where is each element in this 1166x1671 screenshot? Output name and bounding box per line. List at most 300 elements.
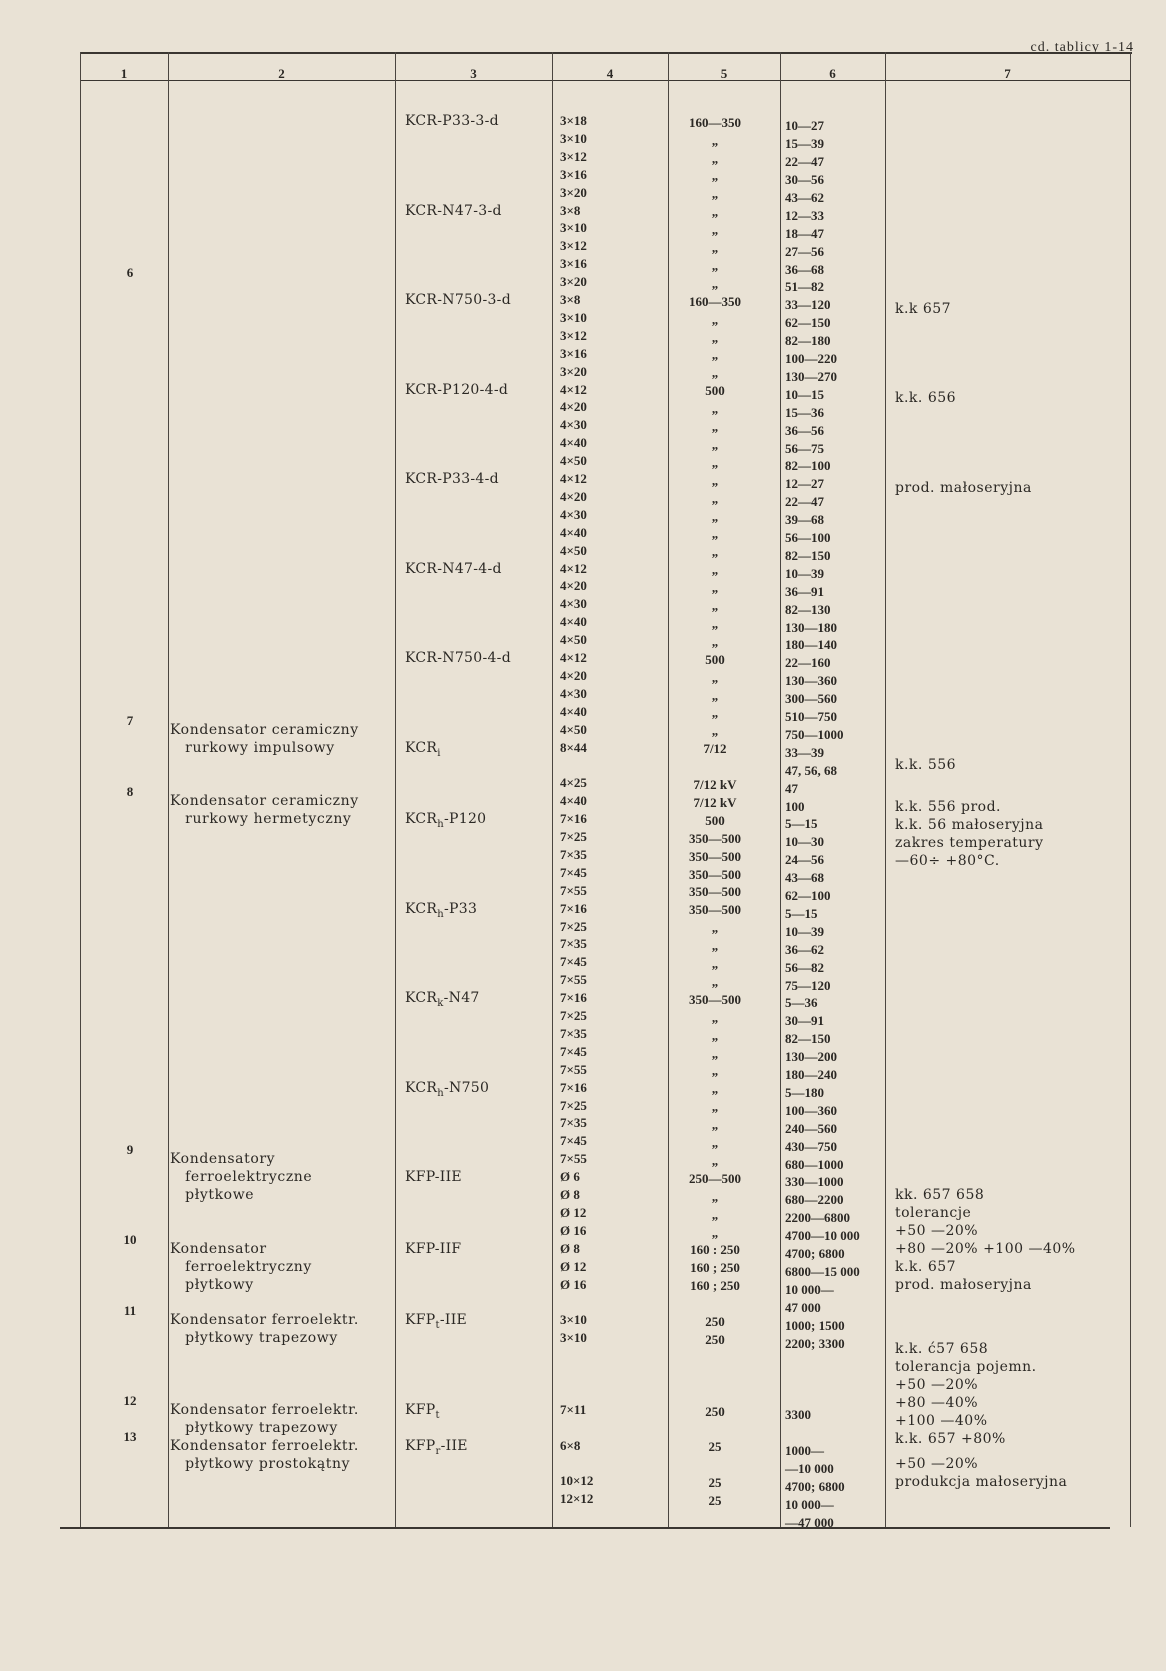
voltage-cell: „ — [711, 615, 719, 631]
capacitance-cell: 22—47 — [785, 494, 824, 510]
type-base: KCR-N750-3-d — [405, 292, 511, 308]
dimension-cell: 3×8 — [560, 202, 581, 218]
type-base: KFP — [405, 1401, 436, 1418]
row-number: 9 — [126, 1142, 134, 1158]
voltage-cell: „ — [711, 687, 719, 703]
dimension-cell: 10×12 — [560, 1473, 594, 1489]
dimension-cell: 4×25 — [560, 775, 587, 791]
capacitance-cell: —10 000 — [785, 1460, 834, 1476]
remarks-cell: +50 —20% produkcja małoseryjna — [895, 1455, 1068, 1490]
component-name: Kondensator ferroelektr. płytkowy trapezowy — [170, 1401, 359, 1436]
column-border — [395, 52, 396, 1527]
type-suffix: -IIE — [439, 1312, 468, 1329]
type-base: KFP-IIE — [405, 1169, 462, 1186]
row-number: 10 — [123, 1231, 137, 1247]
voltage-cell: „ — [711, 1099, 719, 1115]
voltage-cell: 500 — [705, 812, 725, 828]
dimension-cell: 7×16 — [560, 900, 587, 916]
capacitance-cell: 47 — [785, 780, 798, 796]
capacitance-cell: 330—1000 — [785, 1174, 844, 1190]
voltage-cell: „ — [711, 454, 719, 470]
type-base: KCR-N750-4-d — [405, 650, 511, 666]
dimension-cell: 12×12 — [560, 1491, 594, 1507]
type-designation — [405, 202, 502, 220]
capacitance-cell: 130—200 — [785, 1049, 837, 1065]
voltage-cell: 7/12 kV — [693, 777, 737, 793]
voltage-cell: „ — [711, 1027, 719, 1043]
header-col-1: 1 — [120, 66, 128, 81]
type-base: KCR-P33-4-d — [405, 471, 499, 487]
dimension-cell: Ø 8 — [560, 1240, 580, 1256]
type-designation — [405, 1437, 468, 1461]
capacitance-cell: 5—36 — [785, 995, 818, 1011]
type-designation — [405, 1240, 461, 1258]
capacitance-cell: 12—33 — [785, 207, 824, 223]
type-designation — [405, 810, 486, 834]
dimension-cell: 4×20 — [560, 667, 587, 683]
voltage-cell: „ — [711, 240, 719, 256]
type-designation — [405, 1168, 462, 1186]
voltage-cell: „ — [711, 436, 719, 452]
capacitance-cell: 56—100 — [785, 530, 831, 546]
capacitance-cell: —47 000 — [785, 1514, 834, 1530]
type-subscript: r — [435, 1445, 441, 1457]
voltage-cell: „ — [711, 490, 719, 506]
voltage-cell: 250 — [705, 1403, 725, 1419]
voltage-cell: „ — [711, 132, 719, 148]
capacitance-cell: 36—56 — [785, 422, 824, 438]
column-border — [885, 52, 886, 1527]
voltage-cell: „ — [711, 598, 719, 614]
voltage-cell: 350—500 — [689, 902, 741, 918]
voltage-cell: „ — [711, 526, 719, 542]
table-top-border — [80, 52, 1132, 54]
type-base: KCR-N47-3-d — [405, 202, 502, 219]
voltage-cell: „ — [711, 723, 719, 739]
dimension-cell: 4×30 — [560, 506, 587, 522]
capacitance-cell: 43—62 — [785, 189, 824, 205]
dimension-cell: 3×12 — [560, 327, 587, 343]
dimension-cell: 7×35 — [560, 1025, 587, 1041]
dimension-cell: 4×40 — [560, 524, 587, 540]
capacitance-cell: 36—68 — [785, 261, 824, 277]
capacitance-cell: 6800—15 000 — [785, 1263, 860, 1279]
dimension-cell: 7×45 — [560, 1043, 587, 1059]
dimension-cell: 4×50 — [560, 721, 587, 737]
remarks-cell: k.k 657 — [895, 300, 952, 317]
remarks-cell: k.k. 556 — [895, 757, 957, 774]
capacitance-cell: 62—150 — [785, 315, 831, 331]
type-base: KCR-N47-4-d — [405, 560, 502, 577]
capacitance-cell: 27—56 — [785, 243, 824, 259]
dimension-cell: 4×12 — [560, 650, 587, 665]
dimension-cell: 4×12 — [560, 560, 587, 576]
dimension-cell: 4×40 — [560, 793, 587, 809]
capacitance-cell: 56—75 — [785, 440, 824, 456]
dimension-cell: 7×55 — [560, 1061, 587, 1077]
capacitance-cell: 2200—6800 — [785, 1210, 850, 1226]
type-suffix: -IIE — [440, 1437, 468, 1454]
dimension-cell: 3×10 — [560, 309, 587, 325]
type-designation — [405, 560, 502, 578]
voltage-cell: 500 — [705, 651, 725, 667]
capacitance-cell: 51—82 — [785, 279, 824, 295]
voltage-cell: „ — [711, 257, 719, 273]
capacitance-cell: 39—68 — [785, 512, 824, 528]
type-suffix: -N750 — [444, 1079, 490, 1096]
capacitance-cell: 43—68 — [785, 870, 824, 886]
voltage-cell: „ — [711, 1224, 719, 1240]
dimension-cell: 7×16 — [560, 990, 587, 1006]
component-name: Kondensatory ferroelektryczne płytkowe — [170, 1151, 313, 1204]
voltage-cell: „ — [711, 472, 719, 488]
capacitance-cell: 47 000 — [785, 1299, 821, 1315]
voltage-cell: „ — [711, 973, 719, 989]
voltage-cell: „ — [711, 1081, 719, 1097]
voltage-cell: 350—500 — [689, 884, 741, 900]
component-name: Kondensator ceramiczny rurkowy impulsowy — [170, 721, 359, 756]
dimension-cell: 7×16 — [560, 811, 587, 827]
capacitance-cell: 36—62 — [785, 941, 824, 957]
capacitance-cell: 56—82 — [785, 959, 824, 975]
capacitance-cell: 10 000— — [785, 1281, 834, 1297]
voltage-cell: 250—500 — [689, 1170, 741, 1186]
voltage-cell: „ — [711, 669, 719, 685]
table-caption: cd. tablicy 1-14 — [1030, 40, 1134, 55]
type-suffix: -N47 — [443, 990, 480, 1007]
dimension-cell: Ø 8 — [560, 1187, 580, 1202]
voltage-cell: „ — [711, 920, 719, 936]
dimension-cell: 4×50 — [560, 542, 587, 558]
capacitance-cell: 130—360 — [785, 673, 837, 689]
capacitance-cell: 15—36 — [785, 404, 824, 420]
type-base: KCR — [405, 811, 438, 828]
dimension-cell: 7×25 — [560, 918, 587, 934]
dimension-cell: 3×10 — [560, 1330, 587, 1346]
type-suffix: -P33 — [444, 900, 478, 917]
voltage-cell: 7/12 kV — [693, 794, 737, 810]
capacitance-cell: 10—39 — [785, 923, 824, 939]
type-base: KCR — [405, 739, 438, 756]
type-designation — [405, 1079, 489, 1103]
dimension-cell: 8×44 — [560, 739, 587, 755]
dimension-cell: Ø 6 — [560, 1169, 580, 1185]
capacitance-cell: 3300 — [785, 1407, 811, 1423]
dimension-cell: 4×30 — [560, 417, 587, 433]
type-designation — [405, 900, 477, 924]
voltage-cell: „ — [711, 1206, 719, 1222]
header-col-3: 3 — [470, 66, 477, 81]
row-number: 11 — [123, 1303, 137, 1319]
capacitance-cell: 680—1000 — [785, 1156, 844, 1172]
dimension-cell: 3×20 — [560, 363, 587, 379]
row-number: 13 — [123, 1428, 137, 1444]
type-designation — [405, 291, 511, 309]
type-subscript: h — [437, 818, 444, 830]
type-subscript: k — [437, 997, 444, 1009]
capacitance-cell: 12—27 — [785, 476, 824, 492]
type-base: KCR-P120-4-d — [405, 381, 509, 398]
voltage-cell: „ — [711, 1063, 719, 1079]
capacitance-cell: 2200; 3300 — [785, 1335, 845, 1351]
dimension-cell: 7×35 — [560, 936, 587, 952]
voltage-cell: 25 — [708, 1439, 722, 1455]
capacitance-cell: 62—100 — [785, 888, 831, 904]
header-col-5: 5 — [720, 66, 728, 81]
dimension-cell: 7×45 — [560, 864, 587, 880]
column-border — [80, 52, 81, 1527]
capacitance-cell: 10—27 — [785, 118, 824, 134]
type-base: KCR — [405, 990, 438, 1007]
dimension-cell: 4×20 — [560, 488, 587, 504]
capacitance-cell: 33—120 — [785, 297, 831, 313]
dimension-cell: 3×16 — [560, 166, 587, 182]
voltage-cell: 7/12 — [703, 741, 727, 757]
capacitance-cell: 4700—10 000 — [785, 1228, 860, 1244]
type-base: KFP-IIF — [405, 1240, 462, 1257]
dimension-cell: Ø 16 — [560, 1222, 587, 1238]
row-number: 8 — [126, 784, 134, 800]
type-designation — [405, 1311, 467, 1335]
voltage-cell: „ — [711, 419, 719, 435]
voltage-cell: 350—500 — [689, 848, 741, 864]
voltage-cell: „ — [711, 401, 719, 417]
capacitance-cell: 47, 56, 68 — [785, 762, 837, 778]
capacitance-cell: 4700; 6800 — [785, 1246, 845, 1262]
voltage-cell: „ — [711, 580, 719, 596]
capacitance-cell: 82—130 — [785, 601, 831, 617]
dimension-cell: 4×30 — [560, 685, 587, 701]
dimension-cell: 3×16 — [560, 256, 587, 272]
capacitance-cell: 82—150 — [785, 547, 831, 563]
dimension-cell: 4×20 — [560, 399, 587, 415]
type-base: KCR — [405, 900, 438, 917]
capacitance-cell: 1000— — [785, 1442, 824, 1458]
type-subscript: h — [437, 908, 444, 920]
component-name: Kondensator ceramiczny rurkowy hermetyczny — [170, 793, 359, 828]
type-designation — [405, 1401, 440, 1425]
dimension-cell: 4×12 — [560, 381, 587, 397]
dimension-cell: 3×12 — [560, 238, 587, 254]
voltage-cell: „ — [711, 562, 719, 578]
column-border — [1130, 52, 1131, 1527]
capacitance-cell: 300—560 — [785, 691, 837, 707]
voltage-cell: „ — [711, 1045, 719, 1061]
capacitance-cell: 10 000— — [785, 1496, 834, 1512]
capacitance-cell: 750—1000 — [785, 726, 844, 742]
dimension-cell: 7×25 — [560, 829, 587, 844]
capacitance-cell: 30—91 — [785, 1013, 824, 1029]
dimension-cell: Ø 12 — [560, 1204, 587, 1220]
dimension-cell: 7×55 — [560, 1151, 587, 1167]
type-designation — [405, 381, 508, 399]
component-name: Kondensator ferroelektr. płytkowy trapezowy — [170, 1312, 359, 1347]
voltage-cell: „ — [711, 150, 719, 166]
type-base: KCR — [405, 1079, 438, 1096]
dimension-cell: 7×16 — [560, 1079, 587, 1095]
voltage-cell: „ — [711, 1188, 719, 1204]
remarks-cell: prod. małoseryjna — [895, 479, 1032, 496]
capacitance-cell: 22—160 — [785, 655, 831, 671]
dimension-cell: 4×30 — [560, 596, 587, 612]
type-designation — [405, 989, 480, 1013]
dimension-cell: 3×16 — [560, 345, 587, 361]
capacitance-cell: 4700; 6800 — [785, 1478, 845, 1494]
type-base: KCR-P33-3-d — [405, 113, 499, 129]
type-suffix: -P120 — [444, 811, 487, 828]
dimension-cell: 7×45 — [560, 954, 587, 970]
capacitance-cell: 82—100 — [785, 458, 831, 474]
voltage-cell: 350—500 — [689, 830, 741, 846]
dimension-cell: 3×10 — [560, 130, 587, 146]
dimension-cell: 3×10 — [560, 220, 587, 236]
voltage-cell: 160—350 — [689, 293, 741, 309]
capacitance-cell: 24—56 — [785, 852, 824, 868]
row-number: 12 — [123, 1392, 137, 1408]
capacitance-cell: 30—56 — [785, 172, 824, 188]
capacitance-cell: 10—39 — [785, 565, 824, 581]
voltage-cell: 160—350 — [689, 114, 741, 130]
voltage-cell: 25 — [708, 1493, 722, 1509]
capacitance-cell: 82—180 — [785, 333, 831, 349]
capacitance-cell: 10—30 — [785, 834, 824, 850]
voltage-cell: 250 — [705, 1314, 725, 1330]
voltage-cell: „ — [711, 938, 719, 954]
voltage-cell: „ — [711, 1135, 719, 1151]
voltage-cell: „ — [711, 956, 719, 972]
voltage-cell: „ — [711, 1009, 719, 1025]
voltage-cell: „ — [711, 1152, 719, 1168]
dimension-cell: 4×40 — [560, 703, 587, 719]
capacitance-cell: 130—180 — [785, 619, 837, 635]
type-designation — [405, 112, 499, 130]
voltage-cell: „ — [711, 633, 719, 649]
voltage-cell: „ — [711, 705, 719, 721]
capacitance-cell: 82—150 — [785, 1031, 831, 1047]
capacitance-cell: 100—220 — [785, 351, 837, 367]
dimension-cell: 3×8 — [560, 292, 581, 307]
capacitance-cell: 180—240 — [785, 1067, 837, 1083]
type-designation — [405, 739, 441, 763]
capacitance-cell: 33—39 — [785, 744, 824, 760]
dimension-cell: 7×35 — [560, 1115, 587, 1131]
type-base: KFP — [405, 1312, 436, 1329]
header-col-7: 7 — [1004, 66, 1011, 81]
dimension-cell: 7×45 — [560, 1133, 587, 1149]
voltage-cell: „ — [711, 311, 719, 327]
dimension-cell: 4×40 — [560, 435, 587, 451]
dimension-cell: 3×12 — [560, 148, 587, 164]
voltage-cell: 350—500 — [689, 866, 741, 882]
remarks-cell: k.k. 656 — [895, 390, 957, 407]
dimension-cell: 7×55 — [560, 972, 587, 988]
voltage-cell: 160 ; 250 — [690, 1278, 740, 1294]
dimension-cell: Ø 12 — [560, 1258, 587, 1274]
dimension-cell: 3×18 — [560, 113, 587, 128]
type-subscript: i — [437, 747, 441, 759]
capacitance-cell: 680—2200 — [785, 1192, 844, 1208]
capacitance-cell: 75—120 — [785, 977, 831, 993]
capacitance-cell: 36—91 — [785, 583, 824, 599]
voltage-cell: „ — [711, 329, 719, 345]
header-col-4: 4 — [606, 66, 614, 81]
dimension-cell: 7×25 — [560, 1097, 587, 1113]
capacitance-cell: 5—15 — [785, 905, 818, 921]
capacitance-cell: 100—360 — [785, 1102, 837, 1118]
type-base: KFP — [405, 1437, 436, 1454]
voltage-cell: „ — [711, 508, 719, 524]
voltage-cell: 160 : 250 — [690, 1242, 740, 1258]
dimension-cell: Ø 16 — [560, 1276, 587, 1292]
voltage-cell: „ — [711, 168, 719, 184]
voltage-cell: „ — [711, 186, 719, 202]
column-border — [552, 52, 553, 1527]
capacitance-cell: 430—750 — [785, 1138, 837, 1154]
capacitance-cell: 5—180 — [785, 1084, 824, 1100]
capacitance-cell: 180—140 — [785, 637, 837, 653]
header-col-2: 2 — [278, 66, 285, 81]
type-subscript: t — [435, 1409, 440, 1421]
voltage-cell: 25 — [708, 1475, 722, 1491]
voltage-cell: „ — [711, 365, 719, 381]
remarks-cell: k.k. ć57 658 tolerancja pojemn. +50 —20% +80 —40% +100 —40% k.k. 657 +80% — [895, 1340, 1037, 1447]
row-number: 7 — [126, 712, 134, 728]
type-subscript: h — [437, 1087, 444, 1099]
component-name: Kondensator ferroelektryczny płytkowy — [170, 1240, 312, 1293]
dimension-cell: 6×8 — [560, 1437, 581, 1453]
voltage-cell: „ — [711, 544, 719, 560]
capacitance-cell: 18—47 — [785, 225, 824, 241]
dimension-cell: 7×55 — [560, 882, 587, 898]
capacitance-cell: 240—560 — [785, 1120, 837, 1136]
dimension-cell: 3×20 — [560, 184, 587, 200]
voltage-cell: „ — [711, 1117, 719, 1133]
capacitance-cell: 10—15 — [785, 386, 824, 402]
dimension-cell: 4×50 — [560, 632, 587, 648]
capacitance-cell: 510—750 — [785, 709, 837, 725]
capacitance-cell: 5—15 — [785, 816, 818, 832]
voltage-cell: 500 — [705, 383, 725, 399]
remarks-cell: k.k. 556 prod. k.k. 56 małoseryjna zakres temperatury —60÷ +80°C. — [895, 798, 1044, 869]
voltage-cell: „ — [711, 222, 719, 238]
dimension-cell: 4×40 — [560, 614, 587, 630]
dimension-cell: 3×20 — [560, 274, 587, 290]
type-designation — [405, 649, 511, 667]
capacitance-cell: 15—39 — [785, 136, 824, 152]
type-subscript: t — [435, 1320, 440, 1332]
dimension-cell: 3×10 — [560, 1312, 587, 1328]
header-col-6: 6 — [829, 66, 836, 81]
voltage-cell: „ — [711, 204, 719, 220]
capacitance-cell: 130—270 — [785, 368, 837, 384]
dimension-cell: 4×20 — [560, 578, 587, 594]
dimension-cell: 4×12 — [560, 471, 587, 486]
column-border — [168, 52, 169, 1527]
type-designation — [405, 470, 499, 488]
voltage-cell: 350—500 — [689, 991, 741, 1007]
voltage-cell: 160 ; 250 — [690, 1260, 740, 1276]
row-number: 6 — [126, 265, 134, 281]
dimension-cell: 7×25 — [560, 1008, 587, 1023]
voltage-cell: 250 — [705, 1331, 725, 1347]
capacitance-cell: 22—47 — [785, 154, 824, 170]
voltage-cell: „ — [711, 347, 719, 363]
dimension-cell: 7×11 — [560, 1401, 587, 1417]
capacitance-cell: 1000; 1500 — [785, 1317, 845, 1333]
dimension-cell: 7×35 — [560, 846, 587, 862]
capacitance-cell: 100 — [785, 798, 805, 814]
column-border — [780, 52, 781, 1527]
